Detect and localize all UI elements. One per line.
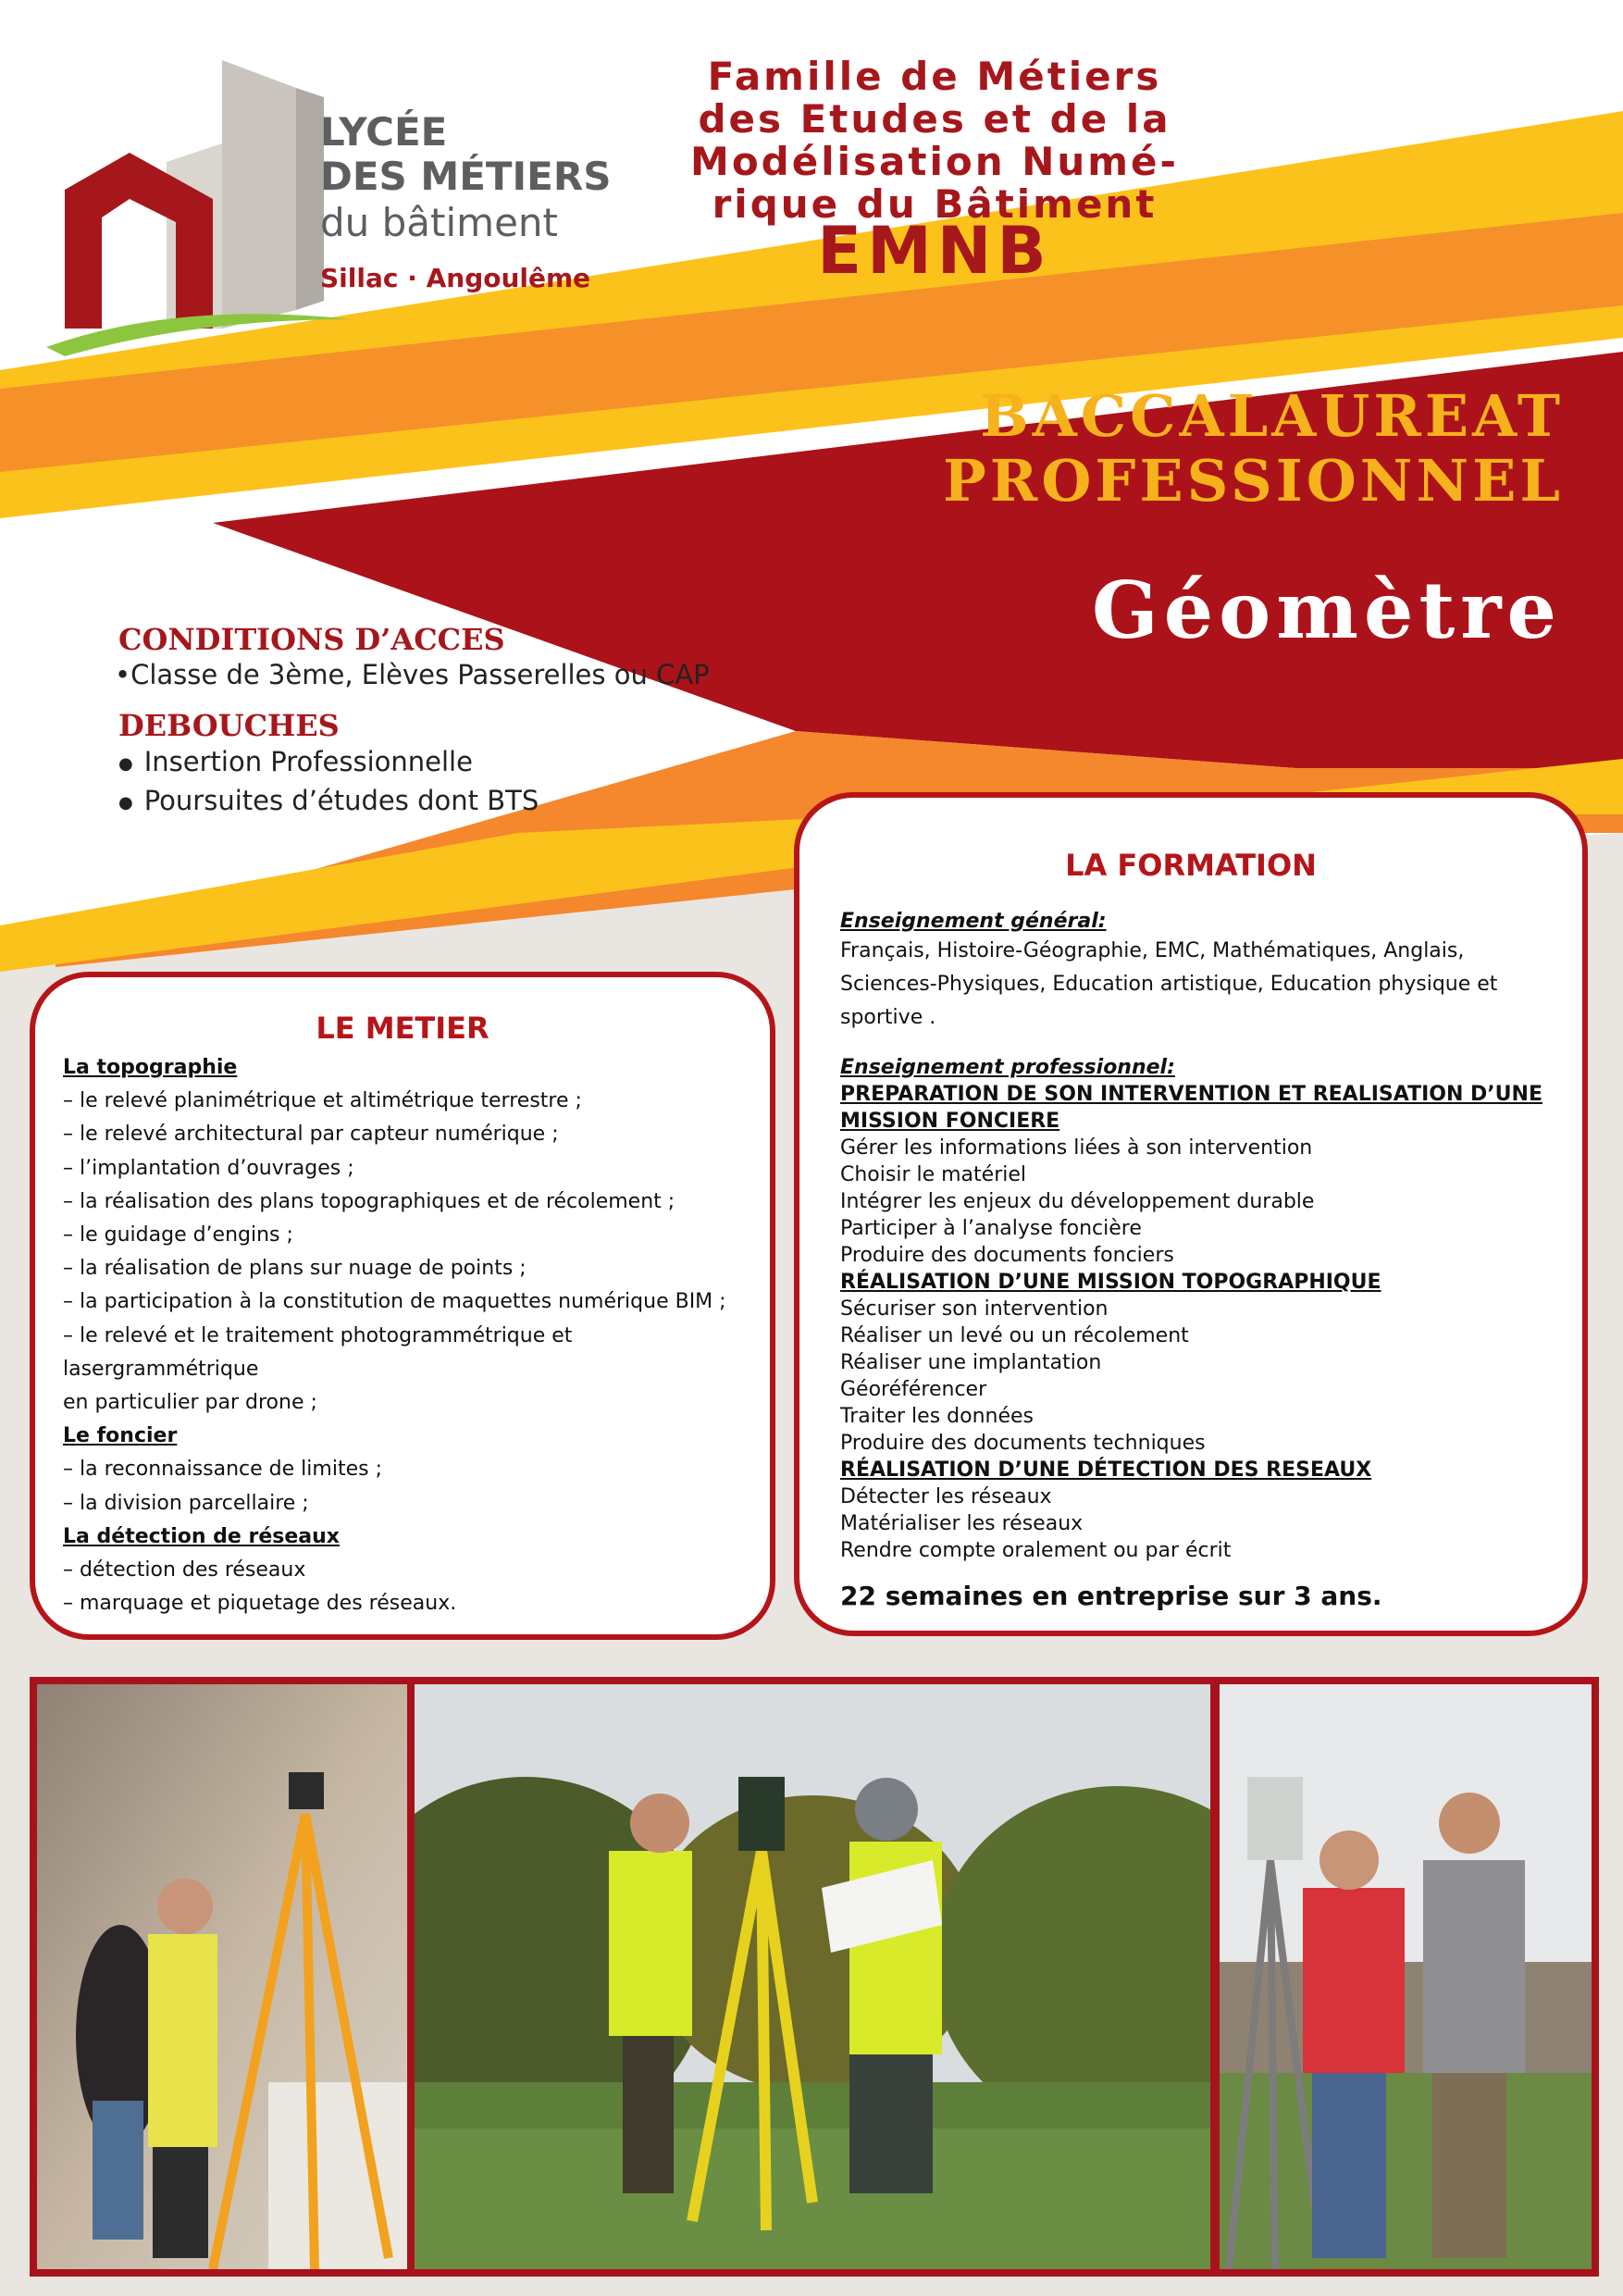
formation-line: Réaliser un levé ou un récolement <box>840 1324 1189 1347</box>
formation-line: PREPARATION DE SON INTERVENTION ET REALISATION D’UNE MISSION FONCIERE <box>840 1083 1542 1133</box>
metier-line: Le foncier <box>63 1424 178 1448</box>
metier-line: – la réalisation des plans topographiques et de récolement ; <box>63 1189 675 1213</box>
formation-line: Traiter les données <box>840 1405 1034 1428</box>
formation-line: Géoréférencer <box>840 1378 987 1401</box>
pro-subtitle: Enseignement professionnel: <box>840 1056 1175 1079</box>
metier-line: – le relevé et le traitement photogrammétrique et lasergrammétrique <box>63 1323 573 1381</box>
famille-line: rique du Bâtiment <box>712 181 1158 227</box>
formation-line: Gérer les informations liées à son intervention <box>840 1136 1313 1160</box>
formation-panel <box>794 792 1588 1636</box>
diploma-line-1: BACCALAUREAT <box>980 382 1564 450</box>
bullet-icon: ● <box>118 753 133 774</box>
debouches-title: DEBOUCHES <box>118 708 340 743</box>
conditions-text: •Classe de 3ème, Elèves Passerelles ou CAP <box>115 659 710 690</box>
logo-line-4: Sillac · Angoulême <box>320 263 591 293</box>
metier-line: – le relevé architectural par capteur numérique ; <box>63 1123 559 1147</box>
metier-title: LE METIER <box>316 1011 489 1046</box>
diploma-title <box>943 384 1564 514</box>
metier-panel <box>30 972 775 1640</box>
metier-line: – la reconnaissance de limites ; <box>63 1458 382 1482</box>
metier-line: La topographie <box>63 1056 238 1079</box>
photo-illustration <box>37 1684 411 2269</box>
metier-line: – l’implantation d’ouvrages ; <box>63 1156 354 1180</box>
metier-line: – la participation à la constitution de maquettes numérique BIM ; <box>63 1290 726 1314</box>
metier-line: en particulier par drone ; <box>63 1391 317 1415</box>
famille-line: Famille de Métiers <box>707 54 1162 99</box>
metier-line: – le guidage d’engins ; <box>63 1223 293 1247</box>
formation-line: Intégrer les enjeux du développement durable <box>840 1190 1315 1213</box>
metier-line: – la division parcellaire ; <box>63 1491 309 1515</box>
formation-line: RÉALISATION D’UNE DÉTECTION DES RESEAUX <box>840 1458 1372 1482</box>
logo-line-2: DES MÉTIERS <box>320 154 612 199</box>
diploma-line-2: PROFESSIONNEL <box>943 447 1564 515</box>
internship-duration: 22 semaines en entreprise sur 3 ans. <box>840 1581 1382 1611</box>
formation-line: Détecter les réseaux <box>840 1485 1052 1508</box>
formation-line: Réaliser une implantation <box>840 1351 1102 1374</box>
photo-surveyors-field <box>407 1677 1218 2277</box>
formation-line: Produire des documents fonciers <box>840 1244 1174 1267</box>
debouches-item-text: Insertion Professionnelle <box>143 746 473 777</box>
formation-title: LA FORMATION <box>1065 848 1317 883</box>
formation-line: Produire des documents techniques <box>840 1432 1206 1455</box>
formation-line: Rendre compte oralement ou par écrit <box>840 1539 1232 1562</box>
formation-line: Sécuriser son intervention <box>840 1297 1109 1321</box>
metier-line: – la réalisation de plans sur nuage de points ; <box>63 1257 527 1281</box>
metier-line: La détection de réseaux <box>63 1524 340 1548</box>
debouches-item <box>118 785 539 816</box>
logo-line-1: LYCÉE <box>320 109 448 155</box>
bullet-icon: ● <box>118 792 133 813</box>
debouches-item <box>118 746 473 777</box>
formation-line: Matérialiser les réseaux <box>840 1512 1084 1535</box>
specialty-title: Géomètre <box>1091 565 1562 656</box>
famille-line: Modélisation Numé- <box>690 139 1179 184</box>
photo-illustration <box>415 1684 1210 2269</box>
metier-line: – détection des réseaux <box>63 1558 306 1582</box>
photo-surveyors-quarry <box>30 1677 418 2277</box>
acronym: EMNB <box>817 213 1052 289</box>
photo-illustration <box>1220 1684 1592 2269</box>
formation-line: RÉALISATION D’UNE MISSION TOPOGRAPHIQUE <box>840 1271 1381 1294</box>
general-text: Français, Histoire-Géographie, EMC, Mathématiques, Anglais, Sciences-Physiques, Education artistique, Education physique et sportive . <box>840 939 1498 1029</box>
debouches-item-text: Poursuites d’études dont BTS <box>143 785 539 816</box>
metier-list <box>63 1051 748 1620</box>
logo-line-3: du bâtiment <box>320 200 559 245</box>
metier-line: – marquage et piquetage des réseaux. <box>63 1592 457 1616</box>
famille-title <box>648 56 1221 226</box>
formation-line: Choisir le matériel <box>840 1163 1027 1186</box>
formation-line: Participer à l’analyse foncière <box>840 1217 1142 1240</box>
formation-content <box>840 909 1543 1611</box>
famille-line: des Etudes et de la <box>698 96 1171 142</box>
general-subtitle: Enseignement général: <box>840 910 1107 933</box>
metier-line: – le relevé planimétrique et altimétrique terrestre ; <box>63 1089 582 1113</box>
photo-students-station <box>1212 1677 1599 2277</box>
conditions-title: CONDITIONS D’ACCES <box>118 622 505 657</box>
